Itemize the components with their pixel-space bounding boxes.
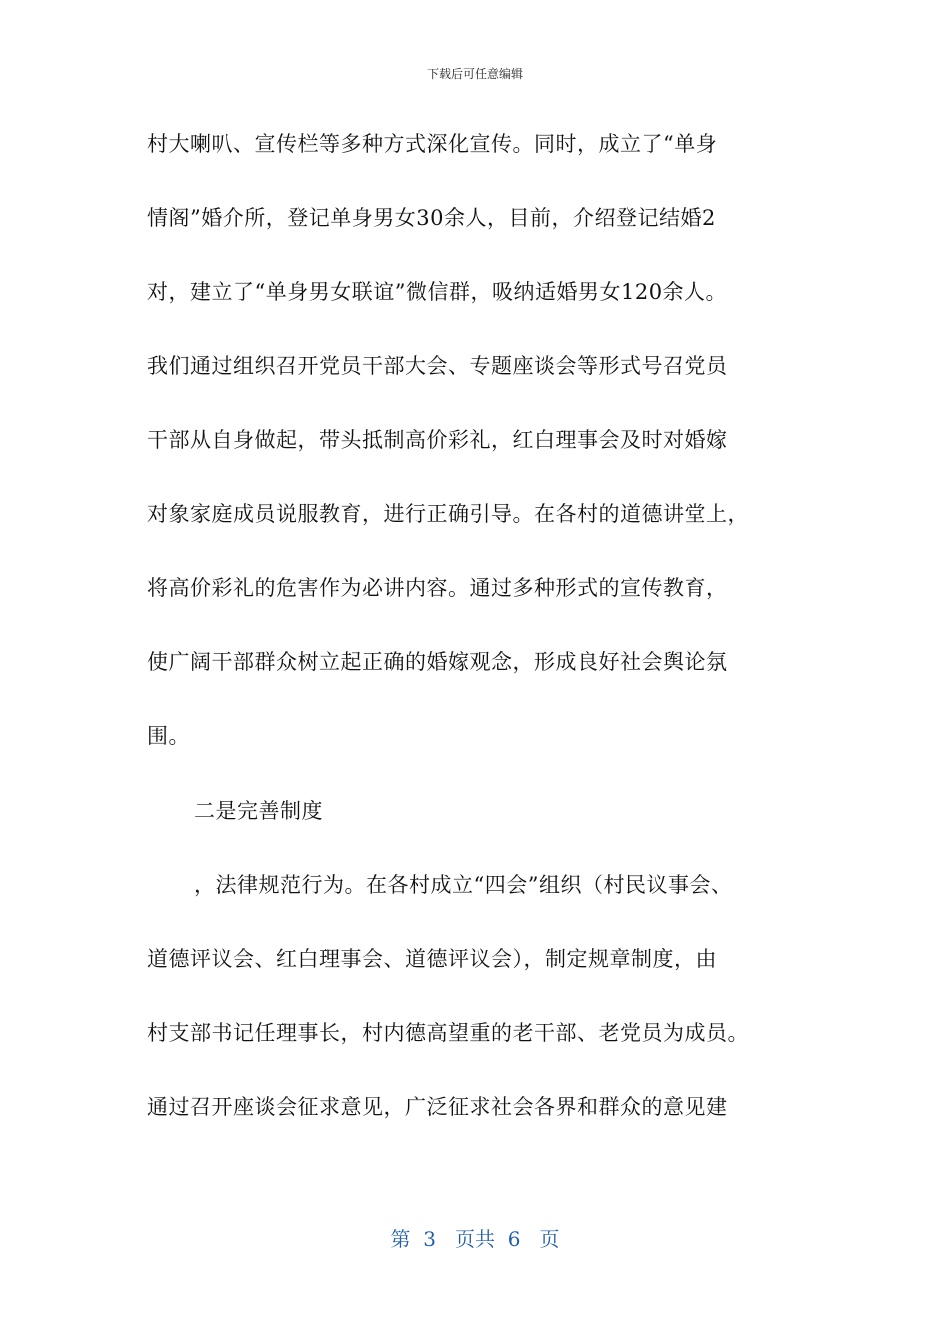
- paragraph-line: 道德评议会、红白理事会、道德评议会），制定规章制度，由: [147, 947, 717, 971]
- section-heading: 二是完善制度: [194, 799, 323, 823]
- paragraph-line: 通过召开座谈会征求意见，广泛征求社会各界和群众的意见建: [147, 1095, 728, 1119]
- paragraph-line: 村支部书记任理事长，村内德高望重的老干部、老党员为成员。: [147, 1021, 749, 1045]
- paragraph-line: 对象家庭成员说服教育，进行正确引导。在各村的道德讲堂上，: [147, 502, 749, 526]
- paragraph-line: 村大喇叭、宣传栏等多种方式深化宣传。同时，成立了“单身: [147, 132, 718, 156]
- paragraph-line: ，法律规范行为。在各村成立“四会”组织（村民议事会、: [194, 873, 733, 897]
- paragraph-line: 情阁”婚介所，登记单身男女30余人，目前，介绍登记结婚2: [147, 206, 716, 230]
- paragraph-line: 干部从自身做起，带头抵制高价彩礼，红白理事会及时对婚嫁: [147, 428, 728, 452]
- paragraph-line: 将高价彩礼的危害作为必讲内容。通过多种形式的宣传教育，: [147, 576, 728, 600]
- paragraph-line: 围。: [147, 724, 190, 748]
- paragraph-line: 使广阔干部群众树立起正确的婚嫁观念，形成良好社会舆论氛: [147, 650, 728, 674]
- page-header-note: 下载后可任意编辑: [426, 67, 523, 81]
- paragraph-line: 我们通过组织召开党员干部大会、专题座谈会等形式号召党员: [147, 354, 728, 378]
- paragraph-line: 对，建立了“单身男女联谊”微信群，吸纳适婚男女120余人。: [147, 280, 728, 304]
- page-number-footer: 第 3 页共 6 页: [390, 1227, 560, 1251]
